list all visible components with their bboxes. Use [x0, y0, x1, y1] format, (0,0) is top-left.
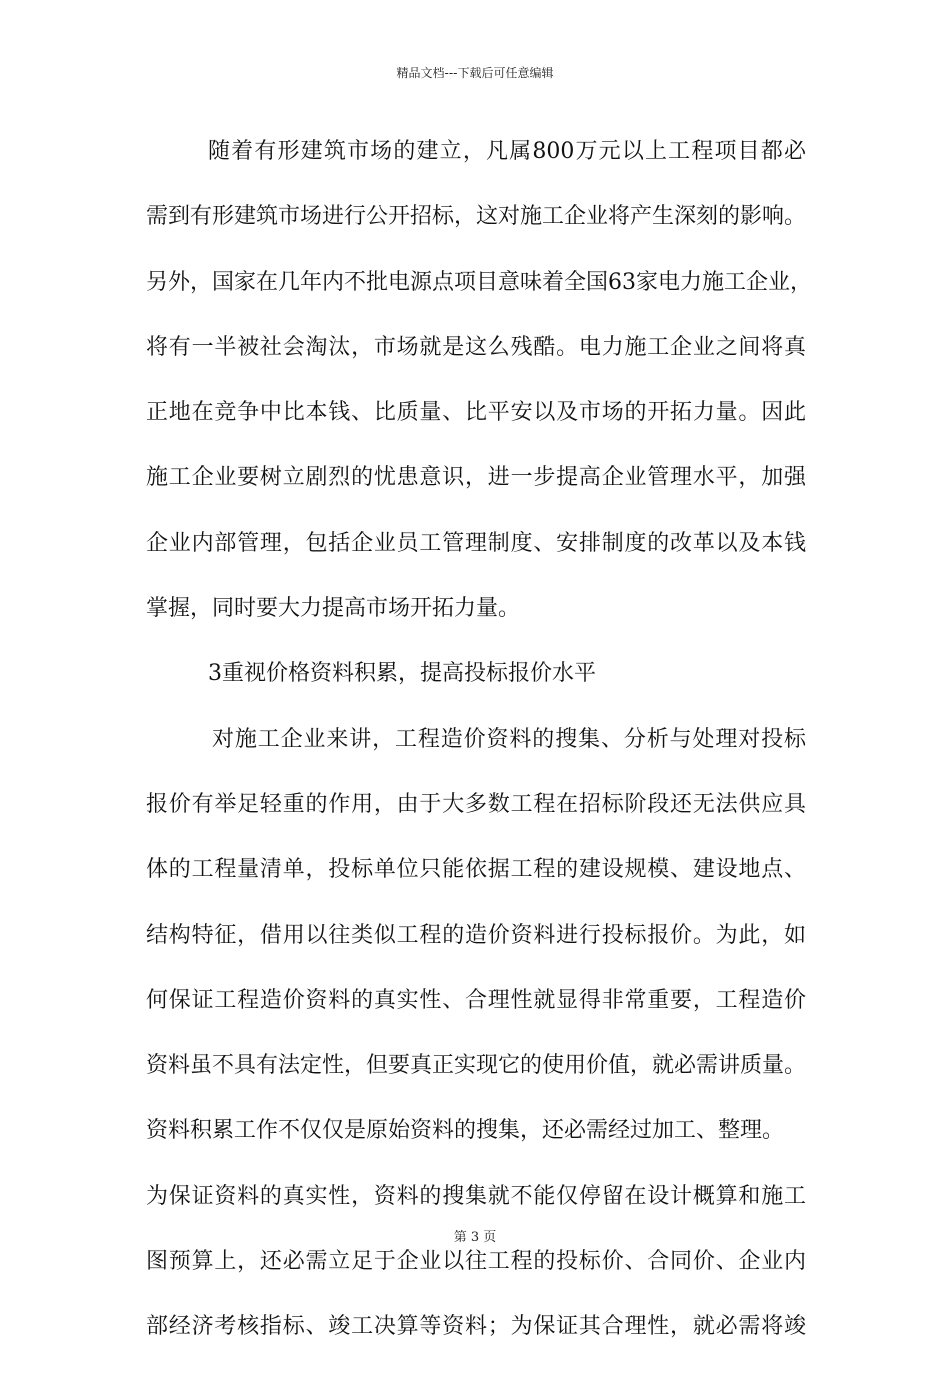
- section-heading: 3重视价格资料积累，提高投标报价水平: [208, 661, 596, 687]
- paragraph-line: 将有一半被社会淘汰，市场就是这么残酷。电力施工企业之间将真: [146, 334, 806, 360]
- paragraph-line: 随着有形建筑市场的建立，凡属800万元以上工程项目都必: [208, 139, 806, 164]
- page-number: 第 3 页: [453, 1230, 497, 1245]
- paragraph-line: 资料积累工作不仅仅是原始资料的搜集，还必需经过加工、整理。: [146, 1118, 785, 1144]
- paragraph-line: 体的工程量清单，投标单位只能依据工程的建设规模、建设地点、: [146, 857, 806, 883]
- document-body: [146, 134, 812, 1375]
- paragraph-line: 为保证资料的真实性，资料的搜集就不能仅停留在设计概算和施工: [146, 1183, 806, 1209]
- paragraph-line: 施工企业要树立剧烈的忧患意识，进一步提高企业管理水平，加强: [146, 465, 806, 491]
- paragraph-line: 企业内部管理，包括企业员工管理制度、安排制度的改革以及本钱: [146, 530, 806, 556]
- paragraph-line: 报价有举足轻重的作用，由于大多数工程在招标阶段还无法供应具: [146, 791, 806, 817]
- paragraph-line: 需到有形建筑市场进行公开招标，这对施工企业将产生深刻的影响。: [146, 204, 807, 230]
- paragraph-line: 部经济考核指标、竣工决算等资料；为保证其合理性，就必需将竣: [146, 1314, 806, 1340]
- paragraph-line: 正地在竞争中比本钱、比质量、比平安以及市场的开拓力量。因此: [146, 400, 806, 426]
- paragraph-line: 结构特征，借用以往类似工程的造价资料进行投标报价。为此，如: [146, 922, 806, 948]
- paragraph-line: 另外，国家在几年内不批电源点项目意味着全国63家电力施工企业，: [146, 269, 812, 295]
- paragraph-line: 资料虽不具有法定性，但要真正实现它的使用价值，就必需讲质量。: [146, 1053, 807, 1079]
- paragraph-line: 掌握，同时要大力提高市场开拓力量。: [146, 596, 521, 622]
- paragraph-line: 图预算上，还必需立足于企业以往工程的投标价、合同价、企业内: [146, 1249, 806, 1275]
- paragraph-line: 何保证工程造价资料的真实性、合理性就显得非常重要，工程造价: [146, 987, 806, 1013]
- paragraph-line: 对施工企业来讲，工程造价资料的搜集、分析与处理对投标: [212, 726, 806, 752]
- page-header: 精品文档---下载后可任意编辑: [396, 66, 554, 80]
